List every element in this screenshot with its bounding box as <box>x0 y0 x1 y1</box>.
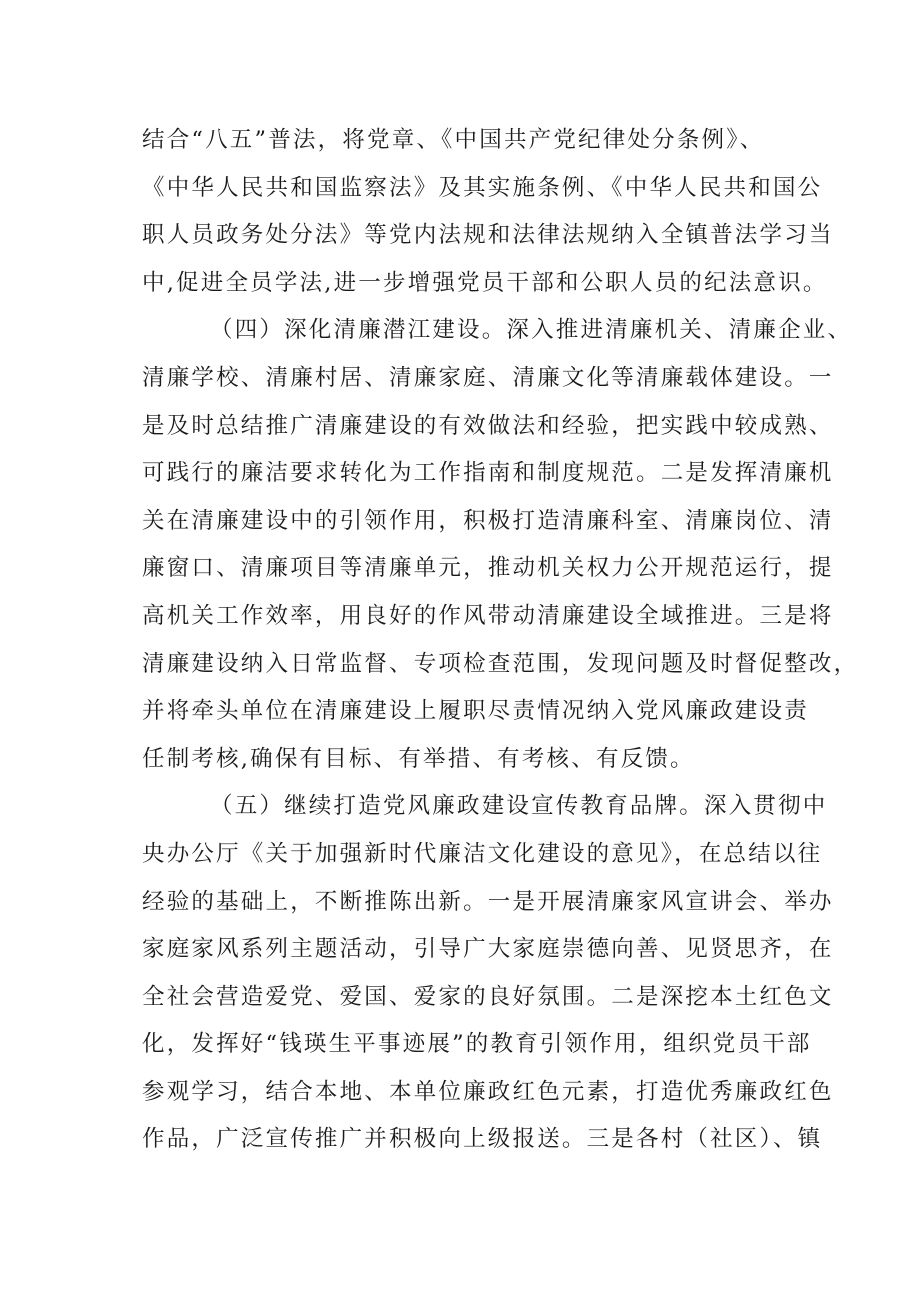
text-line: 家庭家风系列主题活动，引导广大家庭崇德向善、见贤思齐，在 <box>142 936 834 963</box>
text-line: 结合“八五”普法，将党章、《中国共产党纪律处分条例》、 <box>142 127 765 153</box>
text-line: 《中华人民共和国监察法》及其实施条例、《中华人民共和国公 <box>142 174 823 201</box>
text-line: 经验的基础上，不断推陈出新。一是开展清廉家风宣讲会、举办 <box>142 888 834 915</box>
text-line: 职人员政务处分法》等党内法规和法律法规纳入全镇普法学习当 <box>142 222 834 249</box>
text-line: 是及时总结推广清廉建设的有效做法和经验，把实践中较成熟、 <box>142 412 834 439</box>
text-line: 任制考核,确保有目标、有举措、有考核、有反馈。 <box>142 745 695 772</box>
text-line: 并将牵头单位在清廉建设上履职尽责情况纳入党风廉政建设责 <box>142 698 809 725</box>
text-line: 高机关工作效率，用良好的作风带动清廉建设全域推进。三是将 <box>142 602 834 629</box>
text-line: 化，发挥好“钱瑛生平事迹展”的教育引领作用，组织党员干部 <box>142 1031 812 1058</box>
section-heading-line: （五）继续打造党风廉政建设宣传教育品牌。深入贯彻中 <box>210 793 828 820</box>
text-line: 关在清廉建设中的引领作用，积极打造清廉科室、清廉岗位、清 <box>142 507 834 534</box>
text-line: 可践行的廉洁要求转化为工作指南和制度规范。二是发挥清廉机 <box>142 460 834 487</box>
text-line: 作品，广泛宣传推广并积极向上级报送。三是各村（社区）、镇 <box>142 1126 823 1153</box>
text-line: 全社会营造爱党、爱国、爱家的良好氛围。二是深挖本土红色文 <box>142 983 834 1010</box>
text-line: 中,促进全员学法,进一步增强党员干部和公职人员的纪法意识。 <box>142 269 828 296</box>
text-line: 廉窗口、清廉项目等清廉单元，推动机关权力公开规范运行，提 <box>142 555 834 582</box>
text-line: 清廉建设纳入日常监督、专项检查范围，发现问题及时督促整改， <box>142 650 859 677</box>
text-line: 参观学习，结合本地、本单位廉政红色元素，打造优秀廉政红色 <box>142 1078 834 1105</box>
text-line: 清廉学校、清廉村居、清廉家庭、清廉文化等清廉载体建设。一 <box>142 364 834 391</box>
section-heading-line: （四）深化清廉潜江建设。深入推进清廉机关、清廉企业、 <box>210 317 853 344</box>
text-line: 央办公厅《关于加强新时代廉洁文化建设的意见》，在总结以往 <box>142 840 823 867</box>
body-text <box>142 117 859 1164</box>
